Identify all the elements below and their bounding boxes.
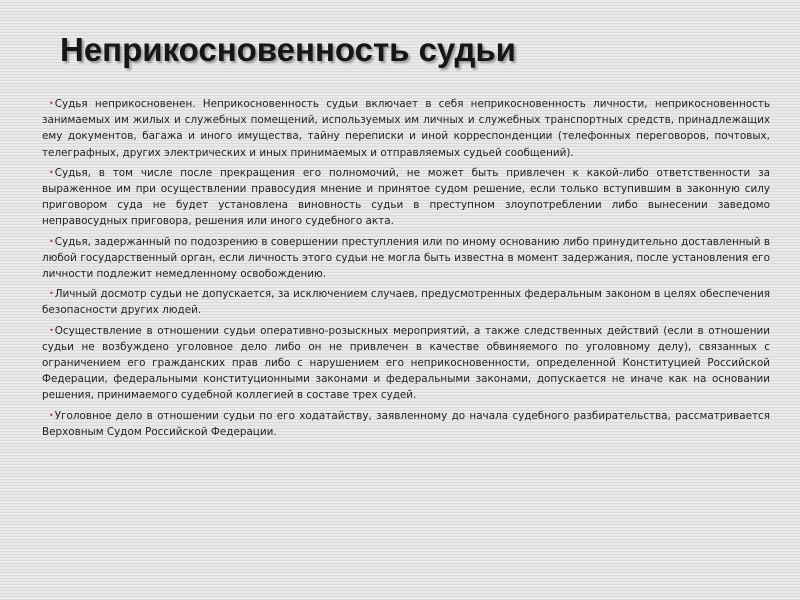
- bullet-text: Личный досмотр судьи не допускается, за исключением случаев, предусмотренных федеральным законом в целях обеспечения безопасности других людей.: [42, 288, 770, 317]
- bullet-item: [42, 165, 770, 230]
- bullet-marker-icon: •: [49, 167, 54, 177]
- slide-title: Неприкосновенность судьи: [60, 31, 516, 68]
- bullet-item: [42, 323, 770, 404]
- bullet-list: [42, 96, 770, 444]
- bullet-marker-icon: •: [49, 99, 54, 108]
- bullet-text: Судья, задержанный по подозрению в совершении преступления или по иному основанию либо принудительно доставленный в любой государственный орган, если личность этого судьи не могла быть известна в момент задержания, после установления его личности подлежит немедленному освобождению.: [42, 235, 770, 281]
- bullet-text: Осуществление в отношении судьи оперативно-розыскных мероприятий, а также следственных действий (если в отношении судьи не возбуждено уголовное дело либо он не привлечен в качестве обвиняемого по уголовному делу), связанных с ограничением его гражданских прав либо с нарушением его неприкосновенности, определенной Конституцией Российской Федерации, федеральными конституционными законами и федеральными законами, допускается не иначе как на основании решения, принимаемого судебной коллегией в составе трех судей.: [42, 324, 770, 402]
- bullet-marker-icon: •: [49, 289, 54, 299]
- bullet-item: [42, 408, 770, 440]
- bullet-item: [42, 234, 770, 283]
- bullet-marker-icon: •: [49, 325, 54, 335]
- bullet-text: Уголовное дело в отношении судьи по его ходатайству, заявленному до начала судебного разбирательства, рассматривается Верховным Судом Российской Федерации.: [42, 409, 770, 438]
- bullet-marker-icon: •: [49, 410, 54, 420]
- bullet-text: Судья неприкосновенен. Неприкосновенность судьи включает в себя неприкосновенность личности, неприкосновенность занимаемых им жилых и служебных помещений, используемых им личных и служебных транспортных средств, принадлежащих ему документов, багажа и иного имущества, тайну переписки и иной корреспонденции (телефонных переговоров, почтовых, телеграфных, других электрических и иных принимаемых и отправляемых судьей сообщений).: [42, 98, 770, 159]
- bullet-marker-icon: •: [49, 236, 54, 246]
- bullet-item: [42, 286, 770, 318]
- bullet-item: [42, 96, 770, 161]
- bullet-text: Судья, в том числе после прекращения его полномочий, не может быть привлечен к какой-либо ответственности за выраженное им при осуществлении правосудия мнение и принятое судом решение, если только вступившим в законную силу приговором суда не будет установлена виновность судьи в преступном злоупотреблении либо вынесении заведомо неправосудных приговора, решения или иного судебного акта.: [42, 166, 770, 228]
